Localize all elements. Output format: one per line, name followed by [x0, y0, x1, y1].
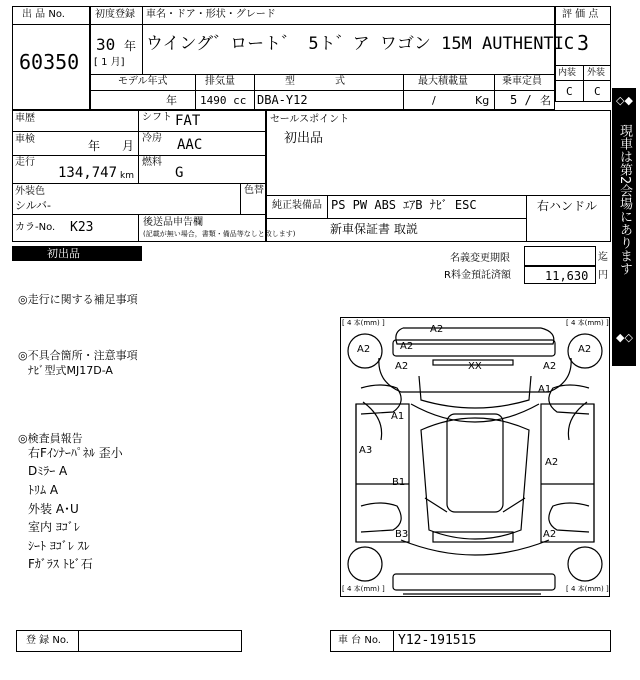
- damage-mark: A1: [538, 384, 552, 395]
- inspector-line: ﾄﾘﾑ A: [28, 483, 59, 497]
- documents-note: (記載が無い場合，書類・備品等なしと致します): [143, 230, 296, 238]
- color-number: K23: [70, 220, 94, 235]
- shift-label: シフト: [142, 112, 172, 123]
- max-load-slash: /: [432, 94, 436, 107]
- inspector-line: 室内 ﾖｺﾞﾚ: [28, 520, 80, 534]
- model-name-label: 車名・ドア・形状・グレード: [146, 9, 276, 20]
- driving-notes-title: ◎走行に関する補足事項: [18, 293, 138, 306]
- recolor-label: 色替: [244, 185, 264, 196]
- capacity-unit: 名: [540, 94, 551, 107]
- sales-point-label: セールスポイント: [270, 114, 350, 125]
- shift: FAT: [175, 113, 201, 129]
- sales-point: 初出品: [284, 131, 324, 146]
- mileage: 134,747: [58, 165, 118, 181]
- tire-tread-front-left: [ 4 本(mm) ]: [342, 319, 385, 327]
- damage-mark: A2: [545, 457, 559, 468]
- inspector-line: 右Fｲﾝﾅｰﾊﾟﾈﾙ 歪小: [28, 446, 123, 460]
- ac-label: 冷房: [142, 133, 162, 144]
- inspection-month-unit: 月: [122, 139, 135, 153]
- registration-number-label: 登 録 No.: [26, 635, 69, 646]
- inspection-label: 車検: [15, 134, 35, 145]
- lot-number-label: 出 品 No.: [22, 9, 65, 20]
- capacity-label: 乗車定員: [502, 76, 542, 87]
- exterior-label: 外装: [587, 68, 606, 78]
- recycle-label: R料金預託済額: [444, 270, 511, 281]
- score-label: 評 価 点: [562, 9, 599, 20]
- damage-mark: A2: [543, 361, 557, 372]
- fuel-label: 燃料: [142, 157, 162, 168]
- car-outline: [341, 318, 609, 596]
- inspector-title: ◎検査員報告: [18, 432, 83, 445]
- first-registration-label: 初度登録: [95, 9, 135, 20]
- registration-year: 30: [96, 35, 116, 54]
- damage-mark: A2: [400, 341, 414, 352]
- model-name: ウイング゛ロート゛ 5ト゛ア ワゴン 15M AUTHENTIC: [146, 34, 575, 54]
- first-listing-text: 初出品: [47, 247, 80, 260]
- chassis-number: Y12-191515: [398, 633, 477, 648]
- inspection-year-unit: 年: [88, 139, 101, 153]
- damage-mark: B3: [395, 529, 409, 540]
- damage-mark: A2: [395, 361, 409, 372]
- name-change-label: 名義変更期限: [450, 253, 510, 264]
- model-year-unit: 年: [166, 94, 177, 107]
- score: 3: [577, 31, 590, 55]
- type-label: 型 式: [285, 76, 345, 87]
- interior-grade: C: [566, 85, 573, 98]
- recycle-amount: 11,630: [545, 269, 589, 283]
- damage-mark: A2: [543, 529, 557, 540]
- damage-mark: A2: [578, 344, 592, 355]
- venue-banner-text: 現車は第2会場にあります: [617, 124, 632, 276]
- displacement-label: 排気量: [205, 76, 235, 87]
- registration-year-unit: 年: [124, 39, 137, 53]
- max-load-label: 最大積載量: [418, 76, 468, 87]
- inspector-line: ｼｰﾄ ﾖｺﾞﾚ ｽﾚ: [28, 539, 90, 553]
- inspector-line: 外装 A･U: [28, 502, 79, 516]
- capacity: 5 /: [510, 93, 532, 107]
- name-change-unit: 迄: [598, 252, 608, 263]
- displacement: 1490 cc: [200, 94, 247, 107]
- chassis-number-label: 車 台 No.: [338, 635, 381, 646]
- interior-label: 内装: [558, 68, 577, 78]
- equipment: PS PW ABS ｴｱB ﾅﾋﾞ ESC: [331, 198, 477, 212]
- damage-mark: XX: [468, 361, 482, 372]
- tire-tread-rear-right: [ 4 本(mm) ]: [566, 585, 609, 593]
- history-label: 車歴: [15, 113, 35, 124]
- lot-number: 60350: [19, 50, 80, 74]
- damage-mark: A2: [357, 344, 371, 355]
- defects-title: ◎不具合箇所・注意事項: [18, 349, 138, 362]
- tire-tread-front-right: [ 4 本(mm) ]: [566, 319, 609, 327]
- registration-month: [ 1 月]: [94, 57, 125, 68]
- equipment-label: 純正装備品: [272, 200, 322, 211]
- tire-tread-rear-left: [ 4 本(mm) ]: [342, 585, 385, 593]
- model-year-label: モデル年式: [118, 76, 168, 87]
- damage-mark: A2: [430, 324, 444, 335]
- damage-mark: A3: [359, 445, 373, 456]
- mileage-unit: km: [120, 171, 134, 181]
- damage-mark: A1: [391, 411, 405, 422]
- color-label: 外装色: [15, 186, 45, 197]
- exterior-grade: C: [594, 85, 601, 98]
- fuel: G: [175, 165, 184, 181]
- ac: AAC: [177, 137, 203, 153]
- color-number-label: カラ-No.: [15, 222, 56, 233]
- documents-label: 後送品申告欄: [143, 217, 203, 228]
- type: DBA-Y12: [257, 93, 308, 107]
- car-diagram: [340, 317, 610, 597]
- color: シルバ-: [15, 199, 51, 212]
- max-load-unit: Kg: [475, 94, 490, 107]
- recycle-unit: 円: [598, 270, 608, 281]
- inspector-line: Fｶﾞﾗｽ ﾄﾋﾞ石: [28, 557, 93, 571]
- venue-banner-bottom-marks: ◆◇: [616, 331, 633, 344]
- steering: 右ハンドル: [537, 199, 598, 213]
- inspector-line: Dﾐﾗｰ A: [28, 464, 68, 478]
- defect-line: ﾅﾋﾞ型式MJ17D-A: [28, 364, 113, 377]
- name-change-box: [524, 246, 596, 266]
- mileage-label: 走行: [15, 157, 35, 168]
- damage-mark: B1: [392, 477, 406, 488]
- warranty: 新車保証書 取説: [330, 222, 418, 236]
- details-right-box: [266, 110, 611, 242]
- venue-banner-top-marks: ◇◆: [616, 94, 633, 107]
